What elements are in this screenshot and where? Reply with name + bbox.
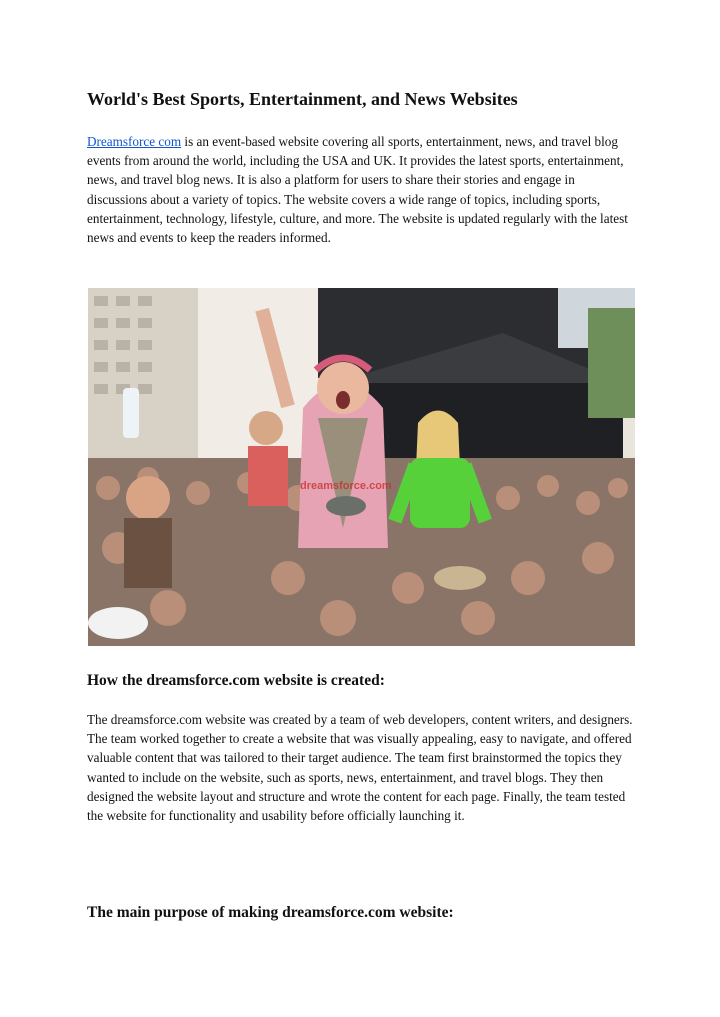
image-watermark: dreamsforce.com	[300, 480, 392, 492]
section-paragraph-how-created: The dreamsforce.com website was created by a team of web developers, content writers, and designers. The team worked together to create a website that was visually appealing, easy to navigate, and offered valuable content that was tailored to their target audience. The team first brainstormed the topics they wanted to include on the website, such as sports, news, entertainment, and travel blogs. They then designed the website layout and structure and wrote the content for each page. Finally, the team tested the website for functionality and usability before officially launching it.	[87, 712, 633, 824]
page-title: World's Best Sports, Entertainment, and News Websites	[87, 89, 518, 109]
intro-text: is an event-based website covering all sports, entertainment, news, and travel blog events from around the world, including the USA and UK. It provides the latest sports, entertainment, news, and travel blog news. It is also a platform for users to share their stories and engage in discussions about a variety of topics. The website covers a wide range of topics, including sports, entertainment, technology, lifestyle, culture, and more. The website is updated regularly with the latest news and events to keep the readers informed.	[87, 134, 628, 246]
festival-crowd-photo	[88, 288, 635, 646]
section-heading-how-created: How the dreamsforce.com website is created:	[87, 672, 385, 689]
dreamsforce-link[interactable]: Dreamsforce com	[87, 134, 182, 149]
section-heading-main-purpose: The main purpose of making dreamsforce.com website:	[87, 904, 454, 921]
intro-paragraph	[87, 132, 635, 247]
